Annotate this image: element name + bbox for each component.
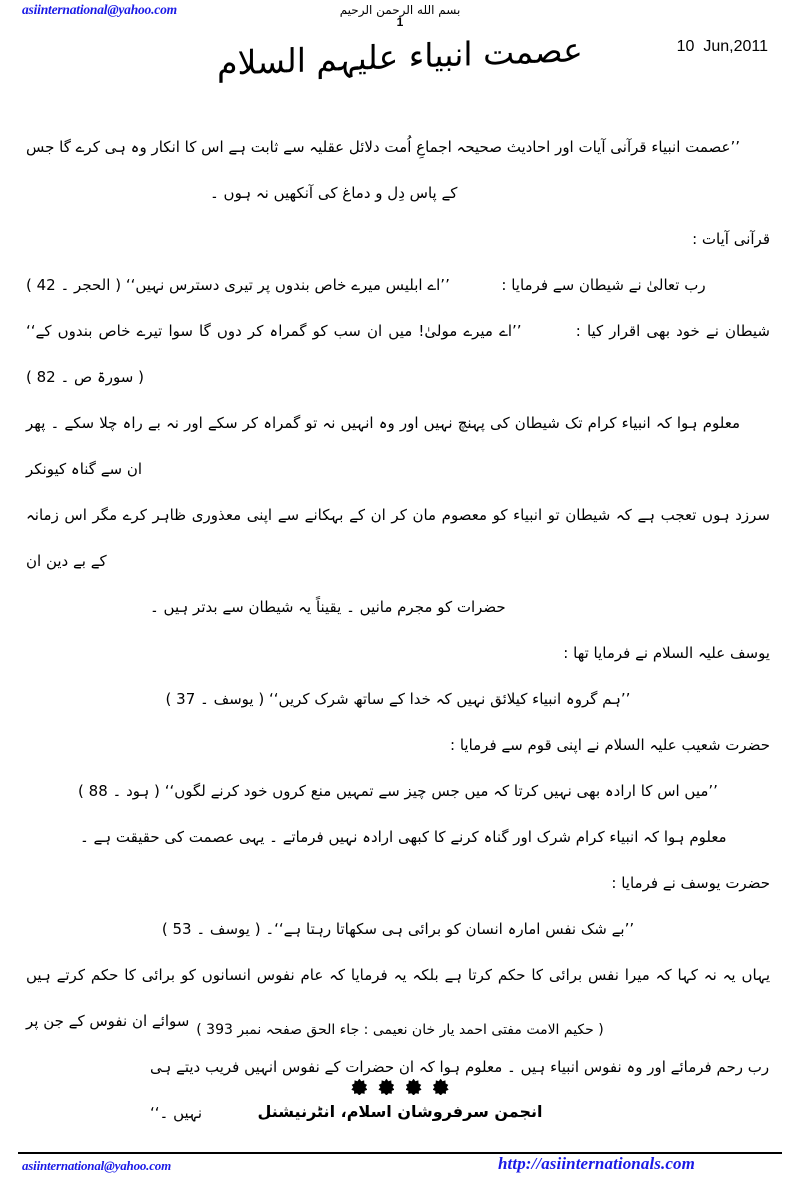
header-email-link[interactable]: asiinternational@yahoo.com [22, 2, 177, 17]
yusuf-second-intro: حضرت یوسف نے فرمایا : [611, 874, 770, 892]
verse-2-reference: ( سورۃ ص ۔ 82 ) [26, 368, 144, 386]
yusuf-quote-text: ’’ہم گروہ انبیاء کیلائق نہیں کہ خدا کے ساتھ شرک کریں‘‘ [269, 690, 631, 708]
page-number: 1 [396, 15, 404, 29]
opening-paragraph-line-2: کے پاس دِل و دماغ کی آنکھیں نہ ہوں ۔ [210, 184, 458, 202]
commentary-2: معلوم ہوا کہ انبیاء کرام شرک اور گناہ کرنے کا کبھی ارادہ نہیں فرماتے ۔ یہی عصمت کی حقیقت ہے ۔ [80, 828, 727, 846]
shoaib-quote-reference: ( ہود ۔ 88 ) [78, 782, 160, 800]
footer-website-link[interactable]: http://asiinternationals.com [498, 1154, 695, 1173]
shoaib-quote-line [0, 768, 800, 814]
ornament-divider [0, 1076, 800, 1095]
verse-1-intro: رب تعالیٰ نے شیطان سے فرمایا : [501, 276, 706, 294]
source-citation: ( حکیم الامت مفتی احمد یار خان نعیمی : جاء الحق صفحہ نمبر 393 ) [196, 1022, 604, 1038]
quranic-verses-heading: قرآنی آیات : [692, 230, 770, 248]
closing-paragraph-line-1: یہاں یہ نہ کہا کہ میرا نفس برائی کا حکم کرتا ہے بلکہ یہ فرمایا کہ عام نفوس انسانوں کو برائی کا حکم کرتے ہیں سوائے ان نفوس کے جن پر [26, 966, 770, 1030]
diamond-star-icon [378, 1079, 394, 1095]
yusuf-intro: یوسف علیہ السلام نے فرمایا تھا : [563, 644, 770, 662]
diamond-star-icon [433, 1079, 449, 1095]
verse-2-line [0, 308, 800, 400]
diamond-star-icon [351, 1079, 367, 1095]
verse-1-reference: ( الحجر ۔ 42 ) [26, 276, 122, 294]
shoaib-quote-text: ’’میں اس کا ارادہ بھی نہیں کرتا کہ میں جس چیز سے تمہیں منع کروں خود کرنے لگوں‘‘ [164, 782, 718, 800]
yusuf-quote-reference: ( یوسف ۔ 37 ) [165, 690, 265, 708]
opening-paragraph-line-1: ’’عصمت انبیاء قرآنی آیات اور احادیث صحیحہ اجماعِ اُمت دلائل عقلیہ سے ثابت ہے اس کا انکار وہ ہی کرے گا جس [26, 138, 741, 156]
verse-2-text: ’’اے میرے مولیٰ! میں ان سب کو گمراہ کر دوں گا سوا تیرے خاص بندوں کے‘‘ [26, 322, 522, 340]
document-date: 10 Jun,2011 [676, 38, 768, 55]
bismillah-text: بسم الله الرحمن الرحيم [339, 3, 461, 17]
shoaib-intro: حضرت شعیب علیہ السلام نے اپنی قوم سے فرمایا : [450, 736, 770, 754]
verse-2-intro: شیطان نے خود بھی اقرار کیا : [575, 322, 770, 340]
verse-1-line [0, 262, 800, 308]
closing-paragraph-line-2: رب رحم فرمائے اور وہ نفوس انبیاء ہیں ۔ معلوم ہوا کہ ان حضرات کے نفوس انہیں فریب دیتے ہی نہیں ۔‘‘ [150, 1058, 770, 1122]
yusuf-second-quote-line [0, 906, 800, 952]
commentary-1-line-3: حضرات کو مجرم مانیں ۔ یقیناً یہ شیطان سے بدتر ہیں ۔ [150, 598, 506, 616]
yusuf-second-quote-reference: ( یوسف ۔ 53 ) [161, 920, 261, 938]
diamond-star-icon [406, 1079, 422, 1095]
commentary-1-line-1: معلوم ہوا کہ انبیاء کرام تک شیطان کی پہنچ نہیں اور وہ انہیں نہ تو گمراہ کر سکے اور نہ بے راہ چلا سکے ۔ پھر ان سے گناہ کیونکر [26, 414, 740, 478]
page-title: عصمت انبیاء علیہم السلام [217, 29, 583, 84]
yusuf-quote-line [0, 676, 800, 722]
commentary-1-line-2: سرزد ہوں تعجب ہے کہ شیطان تو انبیاء کو معصوم مان کر ان کے بہکانے سے اپنی معذوری ظاہر کرے مگر اس زمانہ کے بے دین ان [26, 506, 770, 570]
document-body [0, 118, 800, 1136]
footer-email-link[interactable]: asiinternational@yahoo.com [22, 1158, 171, 1173]
page-header [0, 0, 800, 118]
verse-1-text: ’’اے ابلیس میرے خاص بندوں پر تیری دسترس نہیں‘‘ [125, 276, 450, 294]
organization-name: انجمن سرفروشان اسلام، انٹرنیشنل [257, 1102, 543, 1121]
yusuf-second-quote-text: ’’بے شک نفس امارہ انسان کو برائی ہی سکھاتا رہتا ہے‘‘۔ [265, 920, 635, 938]
